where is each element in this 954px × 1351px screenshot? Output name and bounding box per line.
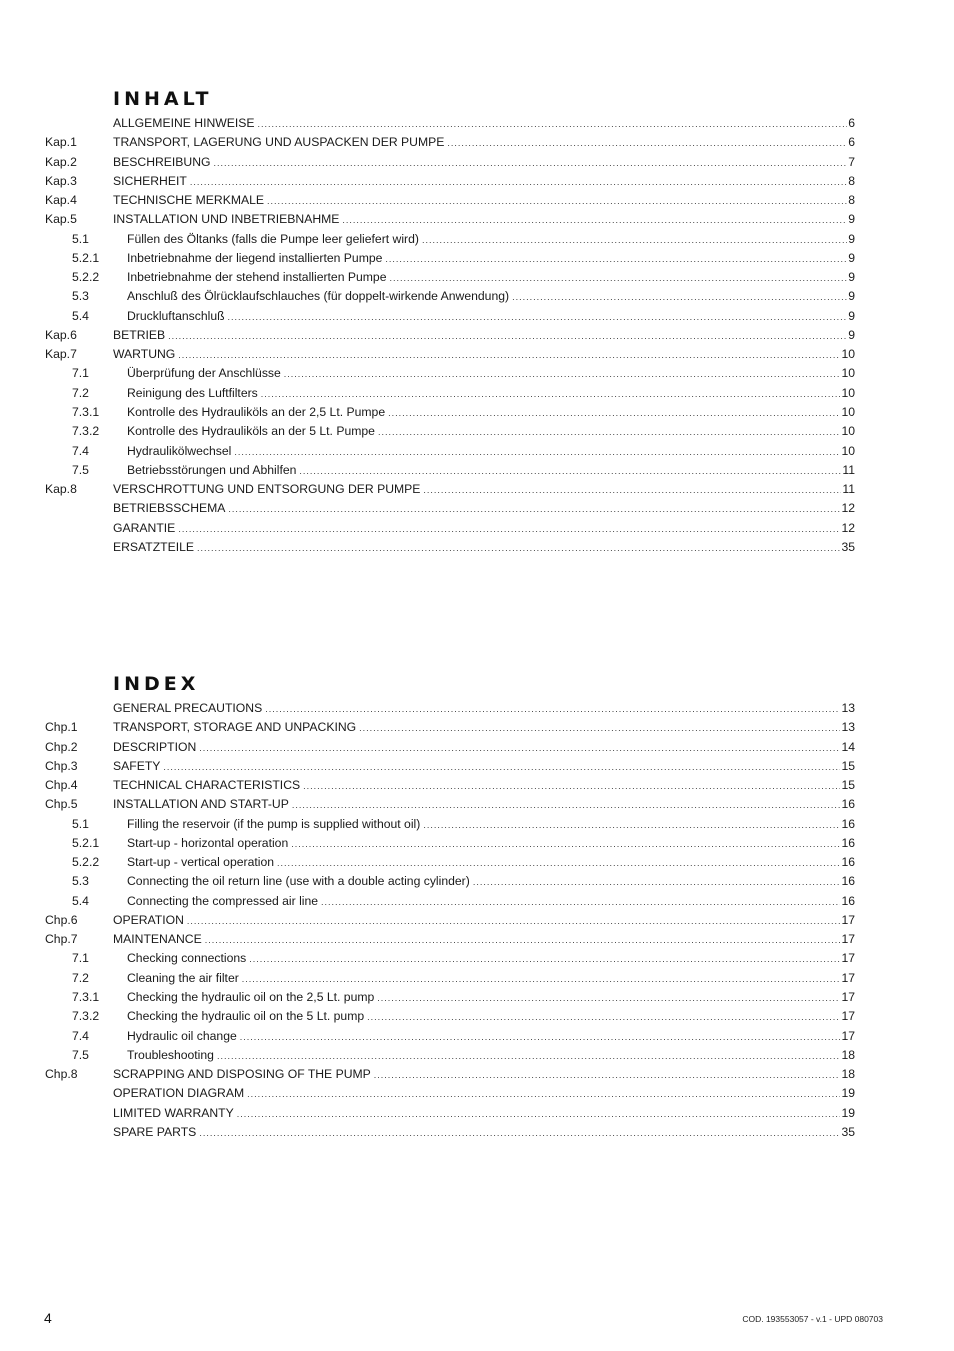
toc-entry-label: BETRIEB bbox=[113, 327, 166, 342]
toc-dot-leader bbox=[321, 893, 840, 912]
toc-dot-leader bbox=[228, 308, 848, 327]
toc-entry-page: 35 bbox=[841, 1124, 855, 1139]
toc-row bbox=[0, 1123, 954, 1142]
toc-entry-page: 10 bbox=[841, 404, 855, 419]
toc-entry bbox=[127, 1027, 855, 1047]
toc-entry-page: 8 bbox=[848, 173, 855, 188]
toc-entry-page: 10 bbox=[841, 347, 855, 362]
toc-entry-page: 6 bbox=[848, 135, 855, 150]
toc-entry-label: Betriebsstörungen und Abhilfen bbox=[127, 462, 297, 477]
toc-dot-leader bbox=[388, 404, 840, 423]
toc-entry bbox=[127, 364, 855, 384]
toc-row bbox=[0, 326, 954, 345]
toc-entry-number: Kap.5 bbox=[45, 212, 77, 227]
toc-row bbox=[0, 133, 954, 152]
toc-entry-label: OPERATION bbox=[113, 912, 184, 927]
toc-entry-number: 7.1 bbox=[72, 951, 89, 966]
toc-dot-leader bbox=[299, 462, 841, 481]
toc-entry-number: Chp.3 bbox=[45, 758, 78, 773]
toc-entry bbox=[113, 1065, 855, 1085]
toc-entry-label: SCRAPPING AND DISPOSING OF THE PUMP bbox=[113, 1067, 371, 1082]
toc-entry-page: 12 bbox=[841, 501, 855, 516]
toc-row bbox=[0, 815, 954, 834]
toc-dot-leader bbox=[228, 500, 840, 519]
toc-entry bbox=[127, 892, 855, 912]
toc-entry-number: 5.4 bbox=[72, 308, 89, 323]
toc-entry bbox=[127, 834, 855, 854]
toc-row bbox=[0, 480, 954, 499]
toc-entry-page: 14 bbox=[841, 739, 855, 754]
toc-entry-number: 7.3.1 bbox=[72, 989, 100, 1004]
toc-entry-number: Chp.6 bbox=[45, 912, 78, 927]
toc-dot-leader bbox=[261, 385, 841, 404]
toc-entry-label: SPARE PARTS bbox=[113, 1124, 197, 1139]
toc-entry bbox=[127, 307, 855, 327]
toc-entry-number: Chp.7 bbox=[45, 932, 78, 947]
toc-entry bbox=[113, 210, 855, 230]
toc-row bbox=[0, 699, 954, 718]
inhalt-title: INHALT bbox=[113, 88, 213, 110]
toc-entry bbox=[127, 461, 855, 481]
toc-entry-label: DESCRIPTION bbox=[113, 739, 197, 754]
toc-entry-page: 9 bbox=[848, 231, 855, 246]
toc-row bbox=[0, 1027, 954, 1046]
toc-dot-leader bbox=[249, 950, 840, 969]
toc-entry bbox=[127, 422, 855, 442]
toc-row bbox=[0, 1104, 954, 1123]
toc-entry-label: SICHERHEIT bbox=[113, 173, 187, 188]
toc-row bbox=[0, 191, 954, 210]
toc-entry-label: Connecting the oil return line (use with a double acting cylinder) bbox=[127, 874, 470, 889]
toc-dot-leader bbox=[292, 796, 841, 815]
toc-entry-page: 9 bbox=[848, 289, 855, 304]
toc-entry bbox=[113, 1123, 855, 1143]
toc-entry bbox=[113, 172, 855, 192]
toc-entry-page: 10 bbox=[841, 385, 855, 400]
toc-row bbox=[0, 949, 954, 968]
toc-entry bbox=[113, 191, 855, 211]
toc-entry-label: Kontrolle des Hydrauliköls an der 5 Lt. Pumpe bbox=[127, 424, 375, 439]
toc-entry-label: Hydraulikölwechsel bbox=[127, 443, 232, 458]
toc-entry bbox=[113, 519, 855, 539]
toc-entry-page: 13 bbox=[841, 701, 855, 715]
toc-dot-leader bbox=[447, 134, 847, 153]
toc-dot-leader bbox=[199, 1124, 840, 1143]
toc-dot-leader bbox=[258, 115, 848, 134]
toc-entry-label: TECHNICAL CHARACTERISTICS bbox=[113, 778, 301, 793]
toc-entry-number: Kap.4 bbox=[45, 193, 77, 208]
toc-entry-page: 6 bbox=[848, 116, 855, 130]
toc-entry-number: Kap.3 bbox=[45, 173, 77, 188]
toc-row bbox=[0, 364, 954, 383]
toc-dot-leader bbox=[242, 970, 841, 989]
toc-entry-number: 5.1 bbox=[72, 231, 89, 246]
toc-entry bbox=[113, 911, 855, 931]
toc-entry-label: TRANSPORT, LAGERUNG UND AUSPACKEN DER PUMPE bbox=[113, 135, 445, 150]
toc-entry-page: 15 bbox=[841, 758, 855, 773]
toc-entry-page: 16 bbox=[841, 835, 855, 850]
toc-entry bbox=[113, 699, 855, 719]
toc-row bbox=[0, 307, 954, 326]
toc-row bbox=[0, 114, 954, 133]
toc-entry-page: 17 bbox=[841, 912, 855, 927]
toc-entry-label: Reinigung des Luftfilters bbox=[127, 385, 258, 400]
toc-row bbox=[0, 499, 954, 518]
toc-row bbox=[0, 872, 954, 891]
toc-dot-leader bbox=[374, 1066, 841, 1085]
toc-entry bbox=[113, 133, 855, 153]
toc-entry-number: 5.4 bbox=[72, 893, 89, 908]
toc-entry-number: Chp.5 bbox=[45, 797, 78, 812]
toc-entry bbox=[127, 1007, 855, 1027]
toc-entry-page: 16 bbox=[841, 855, 855, 870]
toc-entry-label: VERSCHROTTUNG UND ENTSORGUNG DER PUMPE bbox=[113, 482, 421, 497]
toc-entry-number: Kap.2 bbox=[45, 154, 77, 169]
toc-entry-number: Kap.8 bbox=[45, 482, 77, 497]
toc-entry-label: Start-up - horizontal operation bbox=[127, 835, 289, 850]
toc-dot-leader bbox=[291, 835, 840, 854]
toc-entry bbox=[113, 1084, 855, 1104]
toc-entry-number: Kap.1 bbox=[45, 135, 77, 150]
toc-row bbox=[0, 718, 954, 737]
toc-entry bbox=[127, 969, 855, 989]
toc-entry-label: Überprüfung der Anschlüsse bbox=[127, 366, 281, 381]
toc-row bbox=[0, 757, 954, 776]
toc-dot-leader bbox=[187, 912, 841, 931]
toc-entry-page: 8 bbox=[848, 193, 855, 208]
toc-entry bbox=[127, 949, 855, 969]
toc-entry-label: INSTALLATION UND INBETRIEBNAHME bbox=[113, 212, 340, 227]
toc-entry-label: Anschluß des Ölrücklaufschlauches (für doppelt-wirkende Anwendung) bbox=[127, 289, 510, 304]
toc-entry-page: 7 bbox=[848, 154, 855, 169]
toc-row bbox=[0, 345, 954, 364]
toc-row bbox=[0, 538, 954, 557]
toc-entry-page: 17 bbox=[841, 951, 855, 966]
toc-row bbox=[0, 1007, 954, 1026]
toc-entry-page: 9 bbox=[848, 270, 855, 285]
toc-row bbox=[0, 268, 954, 287]
toc-entry bbox=[113, 538, 855, 558]
inhalt-toc bbox=[0, 114, 954, 557]
toc-dot-leader bbox=[423, 481, 841, 500]
toc-entry bbox=[113, 153, 855, 173]
toc-row bbox=[0, 969, 954, 988]
toc-entry bbox=[113, 718, 855, 738]
toc-entry-number: 7.5 bbox=[72, 462, 89, 477]
toc-dot-leader bbox=[423, 816, 840, 835]
toc-entry-number: 5.1 bbox=[72, 816, 89, 831]
toc-entry-label: Druckluftanschluß bbox=[127, 308, 225, 323]
toc-entry-number: 5.2.1 bbox=[72, 250, 100, 265]
toc-dot-leader bbox=[205, 931, 841, 950]
toc-dot-leader bbox=[303, 777, 840, 796]
toc-entry-page: 16 bbox=[841, 874, 855, 889]
toc-dot-leader bbox=[284, 365, 841, 384]
toc-entry-label: Checking connections bbox=[127, 951, 247, 966]
toc-row bbox=[0, 892, 954, 911]
toc-row bbox=[0, 776, 954, 795]
index-title: INDEX bbox=[113, 673, 200, 695]
toc-entry-page: 13 bbox=[841, 720, 855, 735]
toc-entry-number: Kap.6 bbox=[45, 327, 77, 342]
toc-entry-page: 11 bbox=[842, 482, 855, 497]
toc-entry bbox=[113, 345, 855, 365]
toc-row bbox=[0, 930, 954, 949]
toc-entry-label: Inbetriebnahme der liegend installierten Pumpe bbox=[127, 250, 383, 265]
toc-row bbox=[0, 519, 954, 538]
toc-entry-label: TRANSPORT, STORAGE AND UNPACKING bbox=[113, 720, 357, 735]
toc-entry bbox=[127, 853, 855, 873]
toc-entry-page: 17 bbox=[841, 1028, 855, 1043]
toc-row bbox=[0, 287, 954, 306]
toc-entry-label: BETRIEBSSCHEMA bbox=[113, 501, 226, 516]
toc-dot-leader bbox=[237, 1105, 841, 1124]
toc-dot-leader bbox=[190, 173, 847, 192]
toc-entry-label: Start-up - vertical operation bbox=[127, 855, 274, 870]
toc-entry-page: 18 bbox=[841, 1067, 855, 1082]
toc-row bbox=[0, 1046, 954, 1065]
toc-dot-leader bbox=[277, 854, 840, 873]
toc-entry-page: 17 bbox=[841, 932, 855, 947]
toc-entry-label: ERSATZTEILE bbox=[113, 539, 195, 554]
toc-entry bbox=[127, 815, 855, 835]
toc-entry-number: 7.3.2 bbox=[72, 1009, 100, 1024]
toc-entry-label: INSTALLATION AND START-UP bbox=[113, 797, 289, 812]
toc-dot-leader bbox=[377, 989, 840, 1008]
toc-row bbox=[0, 853, 954, 872]
toc-entry-page: 15 bbox=[841, 778, 855, 793]
toc-dot-leader bbox=[267, 192, 847, 211]
toc-entry-number: 7.1 bbox=[72, 366, 89, 381]
toc-entry-number: 5.3 bbox=[72, 874, 89, 889]
toc-entry-page: 17 bbox=[841, 1009, 855, 1024]
toc-entry-label: Hydraulic oil change bbox=[127, 1028, 237, 1043]
toc-row bbox=[0, 172, 954, 191]
toc-entry-page: 12 bbox=[841, 520, 855, 535]
toc-entry-label: GENERAL PRECAUTIONS bbox=[113, 701, 263, 715]
toc-entry bbox=[113, 114, 855, 134]
toc-entry-label: Füllen des Öltanks (falls die Pumpe leer geliefert wird) bbox=[127, 231, 419, 246]
toc-entry-page: 10 bbox=[841, 366, 855, 381]
toc-dot-leader bbox=[214, 154, 848, 173]
toc-dot-leader bbox=[240, 1028, 841, 1047]
toc-entry bbox=[127, 403, 855, 423]
toc-dot-leader bbox=[178, 520, 840, 539]
toc-entry bbox=[127, 384, 855, 404]
toc-entry-number: 5.2.2 bbox=[72, 270, 100, 285]
toc-dot-leader bbox=[422, 231, 847, 250]
toc-entry-number: Kap.7 bbox=[45, 347, 77, 362]
toc-entry bbox=[113, 326, 855, 346]
toc-entry-label: BESCHREIBUNG bbox=[113, 154, 211, 169]
toc-row bbox=[0, 738, 954, 757]
toc-entry bbox=[113, 776, 855, 796]
toc-dot-leader bbox=[199, 739, 840, 758]
toc-entry bbox=[127, 1046, 855, 1066]
toc-row bbox=[0, 834, 954, 853]
toc-entry-page: 16 bbox=[841, 816, 855, 831]
toc-dot-leader bbox=[359, 719, 840, 738]
toc-row bbox=[0, 1084, 954, 1103]
toc-entry-number: 5.3 bbox=[72, 289, 89, 304]
toc-entry-page: 10 bbox=[841, 424, 855, 439]
toc-dot-leader bbox=[473, 873, 841, 892]
toc-entry-label: WARTUNG bbox=[113, 347, 176, 362]
toc-row bbox=[0, 210, 954, 229]
toc-entry bbox=[127, 287, 855, 307]
toc-entry bbox=[113, 757, 855, 777]
toc-entry bbox=[127, 988, 855, 1008]
toc-entry-label: Connecting the compressed air line bbox=[127, 893, 319, 908]
toc-row bbox=[0, 795, 954, 814]
toc-entry-label: SAFETY bbox=[113, 758, 161, 773]
toc-entry-page: 16 bbox=[841, 893, 855, 908]
toc-entry-label: TECHNISCHE MERKMALE bbox=[113, 193, 265, 208]
toc-entry bbox=[127, 442, 855, 462]
toc-entry bbox=[113, 480, 855, 500]
toc-entry bbox=[127, 268, 855, 288]
toc-entry-label: Kontrolle des Hydrauliköls an der 2,5 Lt. Pumpe bbox=[127, 404, 386, 419]
toc-dot-leader bbox=[168, 327, 847, 346]
toc-entry bbox=[127, 249, 855, 269]
toc-entry-label: Filling the reservoir (if the pump is supplied without oil) bbox=[127, 816, 421, 831]
toc-row bbox=[0, 988, 954, 1007]
toc-entry-page: 17 bbox=[841, 970, 855, 985]
toc-entry-label: ALLGEMEINE HINWEISE bbox=[113, 116, 255, 130]
toc-entry-number: 7.3.2 bbox=[72, 424, 100, 439]
toc-entry-label: OPERATION DIAGRAM bbox=[113, 1086, 245, 1101]
toc-entry-number: 5.2.1 bbox=[72, 835, 100, 850]
toc-entry-number: 7.2 bbox=[72, 385, 89, 400]
toc-entry-page: 19 bbox=[841, 1105, 855, 1120]
toc-row bbox=[0, 153, 954, 172]
toc-dot-leader bbox=[217, 1047, 840, 1066]
toc-entry-page: 17 bbox=[841, 989, 855, 1004]
toc-dot-leader bbox=[234, 443, 840, 462]
toc-entry-number: 7.4 bbox=[72, 443, 89, 458]
toc-entry-page: 16 bbox=[841, 797, 855, 812]
toc-entry bbox=[127, 230, 855, 250]
toc-dot-leader bbox=[178, 346, 840, 365]
toc-entry-label: Inbetriebnahme der stehend installierten Pumpe bbox=[127, 270, 387, 285]
toc-entry-label: GARANTIE bbox=[113, 520, 176, 535]
toc-entry bbox=[113, 930, 855, 950]
footer-page-number: 4 bbox=[44, 1310, 52, 1326]
toc-entry-page: 19 bbox=[841, 1086, 855, 1101]
toc-entry-page: 9 bbox=[848, 327, 855, 342]
toc-entry-label: Troubleshooting bbox=[127, 1047, 214, 1062]
toc-entry-page: 10 bbox=[841, 443, 855, 458]
toc-entry bbox=[113, 499, 855, 519]
toc-entry-label: LIMITED WARRANTY bbox=[113, 1105, 234, 1120]
toc-entry-number: 7.2 bbox=[72, 970, 89, 985]
toc-entry-page: 18 bbox=[841, 1047, 855, 1062]
toc-entry bbox=[113, 1104, 855, 1124]
toc-entry-label: Checking the hydraulic oil on the 2,5 Lt. pump bbox=[127, 989, 375, 1004]
toc-dot-leader bbox=[342, 211, 847, 230]
toc-dot-leader bbox=[385, 250, 847, 269]
footer-document-code: COD. 193553057 - v.1 - UPD 080703 bbox=[742, 1314, 883, 1324]
toc-row bbox=[0, 249, 954, 268]
toc-row bbox=[0, 1065, 954, 1084]
toc-row bbox=[0, 403, 954, 422]
toc-entry-label: Cleaning the air filter bbox=[127, 970, 239, 985]
toc-entry-number: Chp.8 bbox=[45, 1067, 78, 1082]
toc-dot-leader bbox=[389, 269, 847, 288]
toc-dot-leader bbox=[197, 539, 840, 558]
toc-entry-number: 7.3.1 bbox=[72, 404, 100, 419]
toc-entry-number: Chp.1 bbox=[45, 720, 78, 735]
index-toc bbox=[0, 699, 954, 1142]
toc-entry-page: 9 bbox=[848, 308, 855, 323]
toc-entry-number: 7.5 bbox=[72, 1047, 89, 1062]
toc-dot-leader bbox=[367, 1008, 840, 1027]
toc-row bbox=[0, 911, 954, 930]
toc-entry-number: Chp.2 bbox=[45, 739, 78, 754]
toc-entry-page: 11 bbox=[842, 462, 855, 477]
toc-dot-leader bbox=[512, 288, 847, 307]
toc-entry bbox=[113, 738, 855, 758]
toc-row bbox=[0, 461, 954, 480]
toc-row bbox=[0, 442, 954, 461]
toc-dot-leader bbox=[265, 700, 840, 719]
toc-entry-number: 5.2.2 bbox=[72, 855, 100, 870]
toc-entry-page: 9 bbox=[848, 212, 855, 227]
toc-row bbox=[0, 384, 954, 403]
toc-entry-label: MAINTENANCE bbox=[113, 932, 202, 947]
toc-entry bbox=[113, 795, 855, 815]
toc-entry bbox=[127, 872, 855, 892]
toc-row bbox=[0, 422, 954, 441]
toc-dot-leader bbox=[247, 1085, 840, 1104]
toc-entry-number: 7.4 bbox=[72, 1028, 89, 1043]
toc-entry-label: Checking the hydraulic oil on the 5 Lt. pump bbox=[127, 1009, 365, 1024]
toc-entry-page: 9 bbox=[848, 250, 855, 265]
toc-entry-page: 35 bbox=[841, 539, 855, 554]
toc-row bbox=[0, 230, 954, 249]
toc-entry-number: Chp.4 bbox=[45, 778, 78, 793]
toc-dot-leader bbox=[378, 423, 840, 442]
toc-dot-leader bbox=[163, 758, 840, 777]
